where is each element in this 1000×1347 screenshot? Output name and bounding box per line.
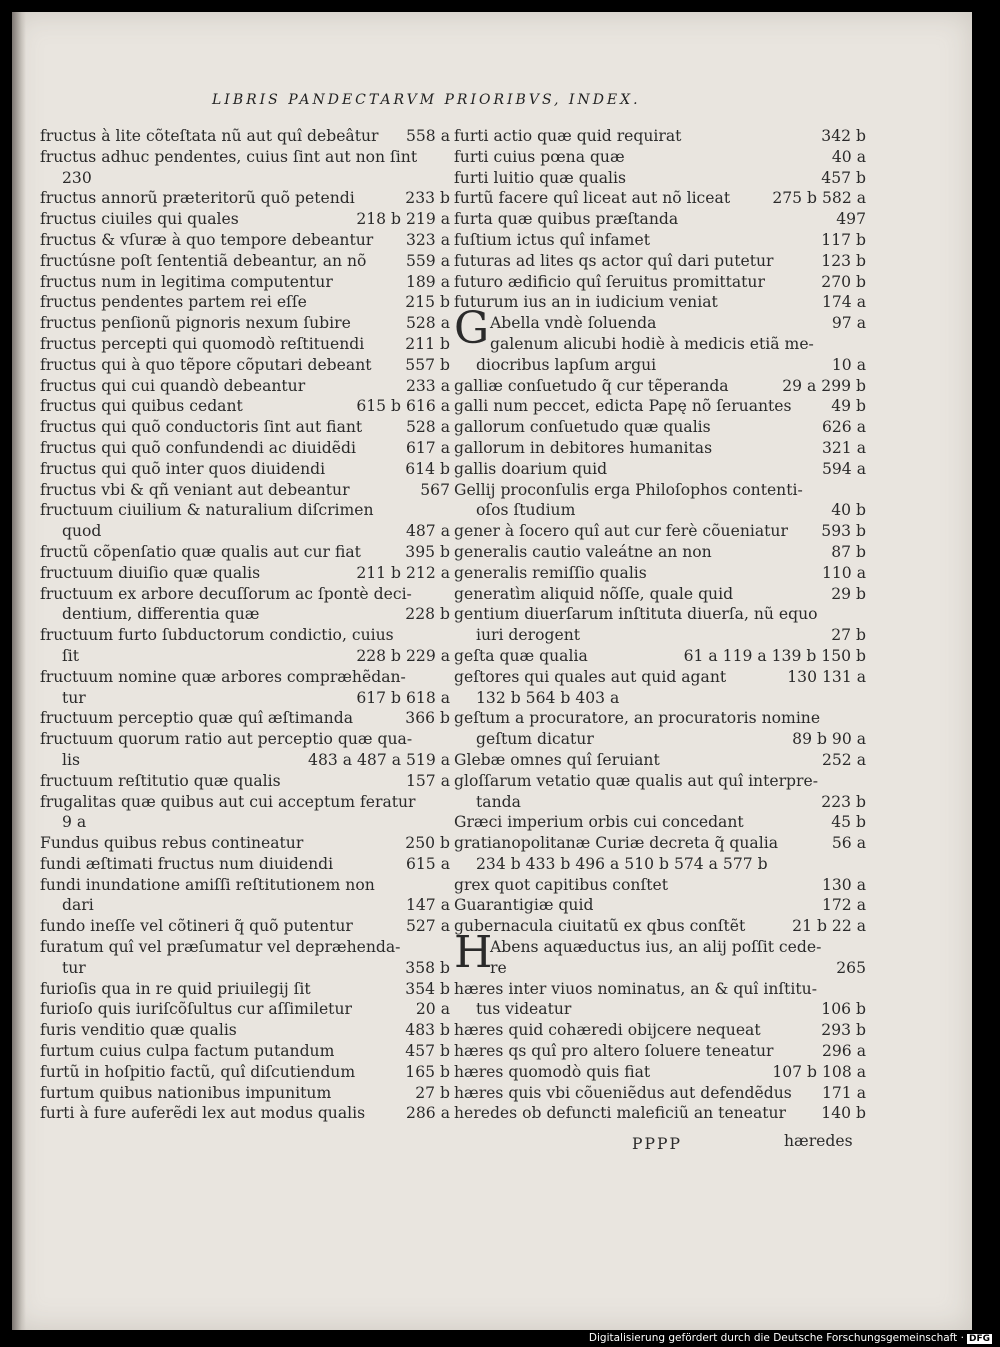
entry-text: furti cuius pœna quæ [454, 147, 625, 166]
index-entry [40, 1041, 450, 1062]
entry-page-reference: 321 a [821, 438, 866, 457]
entry-text: fructus qui à quo tẽpore cõputari debeant [40, 355, 372, 374]
index-entry [40, 334, 450, 355]
index-entry [454, 1041, 866, 1062]
dfg-logo: DFG [968, 1334, 990, 1344]
index-entry [454, 500, 866, 521]
entry-page-reference: 21 b 22 a [792, 917, 866, 936]
entry-text: futurum ius an in iudicium veniat [454, 293, 718, 312]
index-entry [40, 916, 450, 937]
entry-page-reference: 626 a [821, 418, 866, 437]
entry-text: futuras ad lites qs actor quî dari putetur [454, 251, 774, 270]
index-entry [454, 688, 866, 709]
entry-text: generalis remiſſio qualis [454, 563, 647, 582]
entry-page-reference: 165 b [405, 1062, 450, 1081]
entry-page-reference: 483 b [405, 1021, 450, 1040]
entry-text: fructus pendentes partem rei eſſe [40, 293, 307, 312]
entry-text: gentium diuerſarum inſtituta diuerſa, nũ equo [454, 605, 818, 624]
entry-page-reference: 140 b [821, 1104, 866, 1123]
entry-text: gener à ſocero quî aut cur ferè cõueniatur [454, 522, 788, 541]
entry-page-reference: 218 b 219 a [356, 210, 450, 229]
index-entry [40, 147, 450, 168]
index-entry [454, 396, 866, 417]
entry-text: hæres qs quî pro altero ſoluere teneatur [454, 1042, 774, 1061]
entry-text: fructuum quorum ratio aut perceptio quæ qua- [40, 730, 413, 749]
entry-text: fructúsne poſt ſententiã debeantur, an nõ [40, 251, 367, 270]
index-entry [40, 958, 450, 979]
index-entry [40, 875, 450, 896]
entry-page-reference: 286 a [405, 1104, 450, 1123]
entry-page-reference: 358 b [405, 958, 450, 977]
entry-page-reference: 130 a [821, 875, 866, 894]
entry-text: Fundus quibus rebus contineatur [40, 834, 304, 853]
entry-text: furtũ facere quî liceat aut nõ liceat [454, 189, 731, 208]
entry-text: fructuum ciuilium & naturalium diſcrimen [40, 501, 374, 520]
entry-text: furta quæ quibus præſtanda [454, 210, 679, 229]
index-entry [40, 750, 450, 771]
entry-text: gallorum in debitores humanitas [454, 438, 713, 457]
entry-page-reference: 130 131 a [787, 667, 866, 686]
index-entry [454, 584, 866, 605]
index-entry [40, 646, 450, 667]
entry-text: diocribus lapſum argui [476, 355, 657, 374]
entry-text: tanda [476, 792, 521, 811]
entry-text: Abens aquæductus ius, an alij poſſit cede- [490, 938, 822, 957]
index-entry [40, 667, 450, 688]
entry-page-reference: 497 [836, 210, 866, 229]
entry-text: generalis cautio valeátne an non [454, 542, 712, 561]
book-spine-shadow [12, 12, 26, 1330]
entry-text: 132 b 564 b 403 a [476, 688, 620, 707]
entry-page-reference: 487 a [405, 522, 450, 541]
index-entry [454, 812, 866, 833]
entry-page-reference: 228 b [405, 605, 450, 624]
entry-text: galliæ conſuetudo q̃ cur tẽperanda [454, 376, 729, 395]
entry-page-reference: 97 a [831, 314, 866, 333]
index-entry [40, 168, 450, 189]
entry-text: geſtum a procuratore, an procuratoris nomine [454, 709, 821, 728]
entry-page-reference: 558 a [405, 127, 450, 145]
index-entry [40, 459, 450, 480]
entry-page-reference: 593 b [821, 522, 866, 541]
entry-text: fructuum reſtitutio quæ qualis [40, 771, 281, 790]
entry-page-reference: 342 b [821, 127, 866, 145]
entry-page-reference: 117 b [821, 230, 866, 249]
entry-page-reference: 250 b [405, 834, 450, 853]
index-entry [40, 1062, 450, 1083]
index-entry [454, 147, 866, 168]
entry-text: Græci imperium orbis cui concedant [454, 813, 744, 832]
index-entry [454, 958, 866, 979]
credit-text: Digitalisierung gefördert durch die Deutsche Forschungsgemeinschaft · [588, 1332, 964, 1344]
index-entry [454, 334, 866, 355]
index-entry [40, 521, 450, 542]
entry-text: tur [62, 958, 86, 977]
entry-page-reference: 106 b [821, 1000, 866, 1019]
entry-page-reference: 275 b 582 a [772, 189, 866, 208]
entry-page-reference: 615 b 616 a [356, 397, 450, 416]
entry-text: fructus percepti qui quomodò reſtituendi [40, 334, 365, 353]
entry-text: ſit [62, 646, 80, 665]
entry-text: Gellij proconſulis erga Philoſophos contenti- [454, 480, 803, 499]
entry-text: grex quot capitibus conſtet [454, 875, 668, 894]
index-entry [454, 625, 866, 646]
entry-page-reference: 87 b [831, 542, 866, 561]
entry-page-reference: 40 a [831, 147, 866, 166]
entry-text: hæres quomodò quis fiat [454, 1062, 651, 1081]
entry-text: fructus qui quõ confundendi ac diuidẽdi [40, 438, 356, 457]
entry-text: fructus num in legitima computentur [40, 272, 333, 291]
index-entry [40, 1083, 450, 1104]
entry-page-reference: 45 b [831, 813, 866, 832]
entry-page-reference: 147 a [405, 896, 450, 915]
index-entry [40, 313, 450, 334]
entry-page-reference: 211 b [405, 334, 450, 353]
index-entry [454, 230, 866, 251]
index-entry [454, 480, 866, 501]
running-header: LIBRIS PANDECTARVM PRIORIBVS, INDEX. [212, 92, 641, 108]
index-entry [40, 230, 450, 251]
index-entry [454, 875, 866, 896]
entry-page-reference: 223 b [821, 792, 866, 811]
index-entry [40, 480, 450, 501]
entry-page-reference: 56 a [831, 834, 866, 853]
index-entry [40, 188, 450, 209]
entry-text: gubernacula ciuitatũ ex qbus conſtẽt [454, 917, 746, 936]
index-entry [40, 895, 450, 916]
entry-text: furtum cuius culpa factum putandum [40, 1042, 335, 1061]
index-entry [40, 688, 450, 709]
entry-text: heredes ob defuncti maleficiũ an teneatur [454, 1104, 787, 1123]
index-entry [454, 438, 866, 459]
entry-text: furti actio quæ quid requirat [454, 127, 682, 145]
entry-text: fructuum furto ſubductorum condictio, cuius [40, 626, 394, 645]
entry-text: furtũ in hoſpitio factũ, quî diſcutiendum [40, 1062, 356, 1081]
entry-page-reference: 10 a [831, 355, 866, 374]
entry-page-reference: 527 a [405, 917, 450, 936]
index-entry [454, 792, 866, 813]
index-entry [454, 854, 866, 875]
entry-text: tur [62, 688, 86, 707]
entry-text: fundi æſtimati fructus num diuidendi [40, 854, 334, 873]
entry-text: hæres inter viuos nominatus, an & quî inſtitu- [454, 979, 817, 998]
index-entry [454, 833, 866, 854]
index-entry [40, 438, 450, 459]
entry-text: fructuum perceptio quæ quî æſtimanda [40, 709, 354, 728]
entry-text: fundi inundatione amiſſi reſtitutionem non [40, 875, 375, 894]
entry-page-reference: 123 b [821, 251, 866, 270]
entry-text: frugalitas quæ quibus aut cui acceptum feratur [40, 792, 416, 811]
entry-page-reference: 228 b 229 a [356, 646, 450, 665]
index-column-right [454, 126, 866, 1124]
index-entry [454, 209, 866, 230]
entry-text: Abella vndè ſoluenda [490, 314, 657, 333]
catchword: hæredes [784, 1132, 853, 1150]
index-entry [454, 563, 866, 584]
entry-text: geſtum dicatur [476, 730, 594, 749]
entry-page-reference: 594 a [821, 459, 866, 478]
entry-page-reference: 528 a [405, 418, 450, 437]
entry-text: furioſo quis iuriſcõſultus cur aſſimiletur [40, 1000, 352, 1019]
entry-text: fructus qui quõ conductoris ſint aut fiant [40, 418, 363, 437]
index-entry [454, 188, 866, 209]
entry-page-reference: 172 a [821, 896, 866, 915]
index-entry [40, 272, 450, 293]
entry-text: fructus qui quõ inter quos diuidendi [40, 459, 326, 478]
index-entry [454, 126, 866, 147]
index-entry [40, 396, 450, 417]
index-entry [40, 833, 450, 854]
index-entry [454, 1103, 866, 1124]
index-entry [40, 604, 450, 625]
entry-text: lis [62, 750, 80, 769]
entry-text: fructus vbi & qñ veniant aut debeantur [40, 480, 350, 499]
index-entry [40, 812, 450, 833]
index-column-left [40, 126, 450, 1124]
index-entry [40, 771, 450, 792]
index-entry [454, 729, 866, 750]
entry-text: hæres quis vbi cõueniẽdus aut defendẽdus [454, 1083, 792, 1102]
index-entry [40, 854, 450, 875]
index-entry [40, 979, 450, 1000]
entry-page-reference: 157 a [405, 771, 450, 790]
index-entry [454, 916, 866, 937]
index-entry [454, 1083, 866, 1104]
entry-page-reference: 174 a [821, 293, 866, 312]
index-entry [40, 563, 450, 584]
entry-page-reference: 615 a [405, 854, 450, 873]
entry-page-reference: 211 b 212 a [356, 563, 450, 582]
entry-page-reference: 61 a 119 a 139 b 150 b [683, 646, 866, 665]
index-entry [454, 459, 866, 480]
index-entry [40, 251, 450, 272]
book-page [12, 12, 972, 1330]
index-entry [40, 500, 450, 521]
entry-text: iuri derogent [476, 626, 581, 645]
index-entry [454, 521, 866, 542]
entry-page-reference: 323 a [405, 230, 450, 249]
entry-text: 9 a [62, 813, 87, 832]
entry-page-reference: 252 a [821, 750, 866, 769]
index-entry [40, 209, 450, 230]
index-entry [454, 771, 866, 792]
index-entry [40, 417, 450, 438]
index-entry [454, 542, 866, 563]
entry-text: galli num peccet, edicta Papę nõ ſeruantes [454, 397, 792, 416]
index-entry [40, 1020, 450, 1041]
entry-page-reference: 483 a 487 a 519 a [308, 750, 450, 769]
index-entry [454, 895, 866, 916]
entry-page-reference: 457 b [405, 1042, 450, 1061]
index-entry [40, 542, 450, 563]
drop-capital-initial: G [454, 303, 490, 355]
entry-page-reference: 617 b 618 a [356, 688, 450, 707]
index-entry [40, 625, 450, 646]
entry-page-reference: 27 b [831, 626, 866, 645]
index-entry [40, 355, 450, 376]
entry-page-reference: 614 b [405, 459, 450, 478]
drop-capital-initial: H [454, 927, 493, 979]
entry-text: 230 [62, 168, 92, 187]
entry-text: fructus ciuiles qui quales [40, 210, 239, 229]
entry-text: geſta quæ qualia [454, 646, 588, 665]
index-entry [454, 1020, 866, 1041]
index-entry [454, 999, 866, 1020]
entry-text: fructus & vſuræ à quo tempore debeantur [40, 230, 374, 249]
index-entry [454, 272, 866, 293]
entry-text: generatìm aliquid nõſſe, quale quid [454, 584, 734, 603]
entry-page-reference: 617 a [405, 438, 450, 457]
entry-text: fructus à lite cõteſtata nũ aut quî debeâtur [40, 127, 379, 145]
entry-text: furti à fure auferẽdi lex aut modus qualis [40, 1104, 366, 1123]
entry-text: quod [62, 522, 102, 541]
entry-page-reference: 49 b [831, 397, 866, 416]
index-entry [454, 750, 866, 771]
index-entry [40, 729, 450, 750]
entry-page-reference: 233 a [405, 376, 450, 395]
entry-page-reference: 395 b [405, 542, 450, 561]
entry-text: fructũ cõpenſatio quæ qualis aut cur fiat [40, 542, 361, 561]
entry-text: gallorum conſuetudo quæ qualis [454, 418, 711, 437]
entry-text: galenum alicubi hodiè à medicis etiã me- [490, 334, 814, 353]
index-entry [40, 292, 450, 313]
entry-page-reference: 567 [420, 480, 450, 499]
entry-text: re [490, 958, 507, 977]
entry-text: futuro ædificio quî ſeruitus promittatur [454, 272, 765, 291]
entry-text: fructuum diuiſio quæ qualis [40, 563, 261, 582]
entry-page-reference: 296 a [821, 1042, 866, 1061]
entry-page-reference: 171 a [821, 1083, 866, 1102]
index-entry [40, 999, 450, 1020]
index-entry [454, 604, 866, 625]
entry-text: gallis doarium quid [454, 459, 608, 478]
index-entry [454, 646, 866, 667]
entry-text: furis venditio quæ qualis [40, 1021, 237, 1040]
entry-page-reference: 107 b 108 a [772, 1062, 866, 1081]
entry-text: hæres quid cohæredi obijcere nequeat [454, 1021, 761, 1040]
index-entry [40, 937, 450, 958]
entry-text: gratianopolitanæ Curiæ decreta q̃ qualia [454, 834, 778, 853]
entry-text: 234 b 433 b 496 a 510 b 574 a 577 b [476, 854, 768, 873]
entry-page-reference: 40 b [831, 501, 866, 520]
entry-page-reference: 110 a [821, 563, 866, 582]
digitization-credit [589, 1332, 992, 1344]
entry-page-reference: 457 b [821, 168, 866, 187]
entry-text: dari [62, 896, 94, 915]
entry-page-reference: 215 b [405, 293, 450, 312]
entry-text: Glebæ omnes quî ſeruiant [454, 750, 660, 769]
entry-page-reference: 528 a [405, 314, 450, 333]
entry-text: fructus qui cui quandò debeantur [40, 376, 306, 395]
index-entry [454, 417, 866, 438]
entry-page-reference: 270 b [821, 272, 866, 291]
entry-page-reference: 265 [836, 958, 866, 977]
entry-text: furioſis qua in re quid priuilegij ſit [40, 979, 311, 998]
index-entry [454, 292, 866, 313]
entry-page-reference: 189 a [405, 272, 450, 291]
index-entry [40, 584, 450, 605]
entry-page-reference: 27 b [415, 1083, 450, 1102]
index-entry [40, 376, 450, 397]
entry-page-reference: 293 b [821, 1021, 866, 1040]
index-entry [454, 355, 866, 376]
entry-text: fructuum ex arbore decuſſorum ac ſpontè deci- [40, 584, 412, 603]
entry-text: tus videatur [476, 1000, 572, 1019]
entry-page-reference: 354 b [405, 979, 450, 998]
entry-text: gloſſarum vetatio quæ qualis aut quî interpre- [454, 771, 818, 790]
entry-text: furatum quî vel præſumatur vel depræhenda- [40, 938, 401, 957]
index-entry [40, 1103, 450, 1124]
entry-text: fructus adhuc pendentes, cuius ſint aut non ſint [40, 147, 418, 166]
index-entry [40, 126, 450, 147]
entry-text: Guarantigiæ quid [454, 896, 594, 915]
entry-page-reference: 29 a 299 b [782, 376, 866, 395]
index-entry [454, 708, 866, 729]
entry-text: furtum quibus nationibus impunitum [40, 1083, 332, 1102]
entry-text: oſos ſtudium [476, 501, 576, 520]
entry-page-reference: 29 b [831, 584, 866, 603]
entry-text: fructus penſionũ pignoris nexum ſubire [40, 314, 351, 333]
index-entry [454, 1062, 866, 1083]
entry-text: fructuum nomine quæ arbores compræhẽdan- [40, 667, 406, 686]
entry-text: geſtores qui quales aut quid agant [454, 667, 727, 686]
index-entry [454, 251, 866, 272]
index-entry [454, 376, 866, 397]
index-entry [40, 708, 450, 729]
entry-text: fructus qui quibus cedant [40, 397, 243, 416]
entry-text: furti luitio quæ qualis [454, 168, 627, 187]
index-entry [454, 168, 866, 189]
entry-page-reference: 233 b [405, 189, 450, 208]
index-entry [454, 979, 866, 1000]
signature-mark: PPPP [632, 1135, 682, 1153]
entry-page-reference: 89 b 90 a [792, 730, 866, 749]
index-entry [40, 792, 450, 813]
entry-page-reference: 366 b [405, 709, 450, 728]
entry-text: dentium, differentia quæ [62, 605, 260, 624]
entry-page-reference: 20 a [415, 1000, 450, 1019]
entry-page-reference: 557 b [405, 355, 450, 374]
entry-page-reference: 559 a [405, 251, 450, 270]
entry-text: fructus annorũ præteritorũ quõ petendi [40, 189, 355, 208]
entry-text: fuſtium ictus quî infamet [454, 230, 650, 249]
entry-text: fundo ineſſe vel cõtineri q̃ quõ putentur [40, 917, 353, 936]
index-entry [454, 667, 866, 688]
